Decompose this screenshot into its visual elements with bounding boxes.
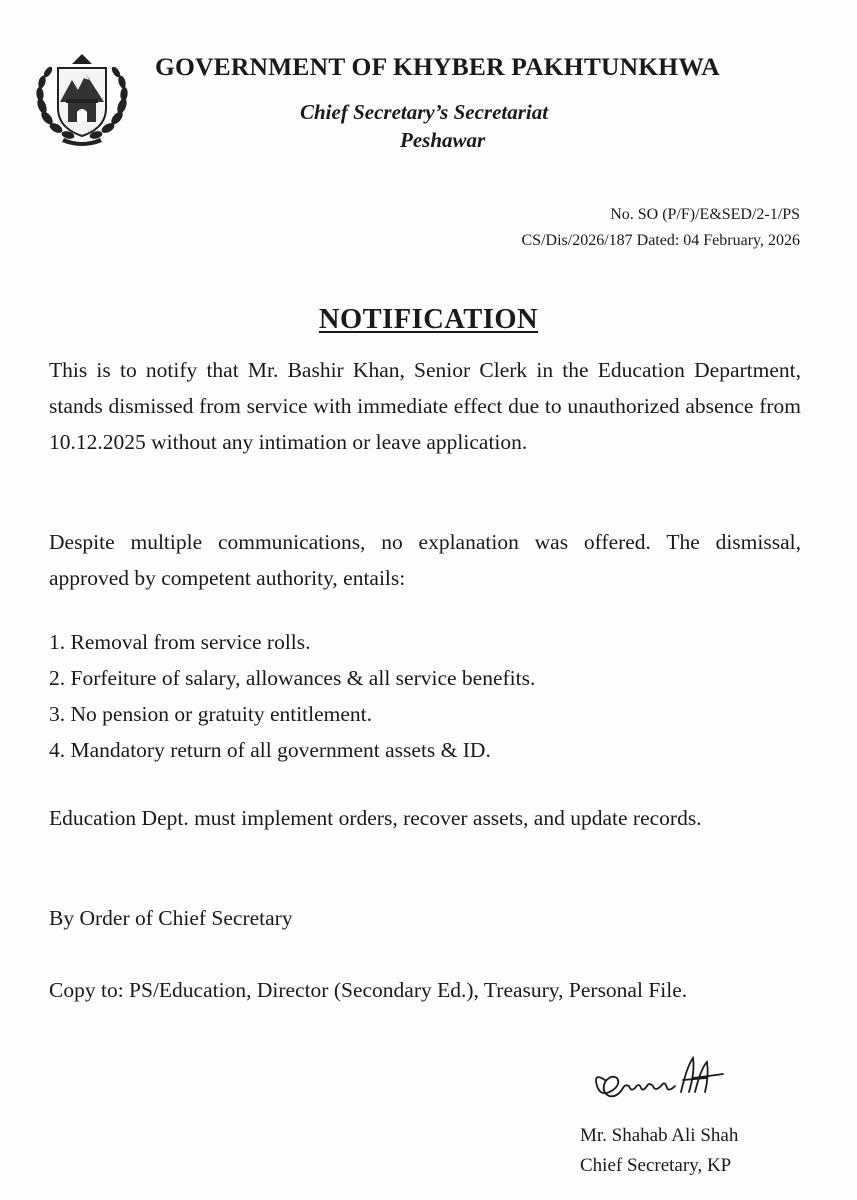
list-item: 4. Mandatory return of all government assets & ID.: [49, 738, 491, 762]
instruction-paragraph: Education Dept. must implement orders, recover assets, and update records.: [49, 806, 702, 830]
notification-heading: NOTIFICATION: [318, 304, 539, 335]
list-item: 3. No pension or gratuity entitlement.: [49, 702, 373, 726]
penalty-list: [49, 624, 801, 768]
handwritten-signature-icon: [583, 1052, 743, 1112]
kp-government-emblem-icon: [28, 50, 136, 150]
copy-to-line: Copy to: PS/Education, Director (Secondary Ed.), Treasury, Personal File.: [49, 978, 688, 1002]
dispatch-date: CS/Dis/2026/187 Dated: 04 February, 2026: [521, 232, 800, 249]
signatory-name: Mr. Shahab Ali Shah: [580, 1125, 739, 1146]
signatory-designation: Chief Secretary, KP: [580, 1155, 732, 1176]
explanation-paragraph: Despite multiple communications, no explanation was offered. The dismissal, approved by competent authority, entails:: [49, 530, 801, 590]
authority-line: By Order of Chief Secretary: [49, 906, 293, 930]
notification-paragraph: This is to notify that Mr. Bashir Khan, Senior Clerk in the Education Department, stands dismissed from service with immediate effect due to unauthorized absence from 10.12.2025 without any intimation or leave application.: [49, 358, 801, 454]
reference-number: No. SO (P/F)/E&SED/2-1/PS: [610, 206, 800, 223]
office-title: Chief Secretary’s Secretariat: [300, 100, 549, 124]
list-item: 2. Forfeiture of salary, allowances & all service benefits.: [49, 666, 536, 690]
government-title: GOVERNMENT OF KHYBER PAKHTUNKHWA: [155, 52, 720, 81]
office-city: Peshawar: [400, 128, 486, 152]
list-item: 1. Removal from service rolls.: [49, 630, 311, 654]
